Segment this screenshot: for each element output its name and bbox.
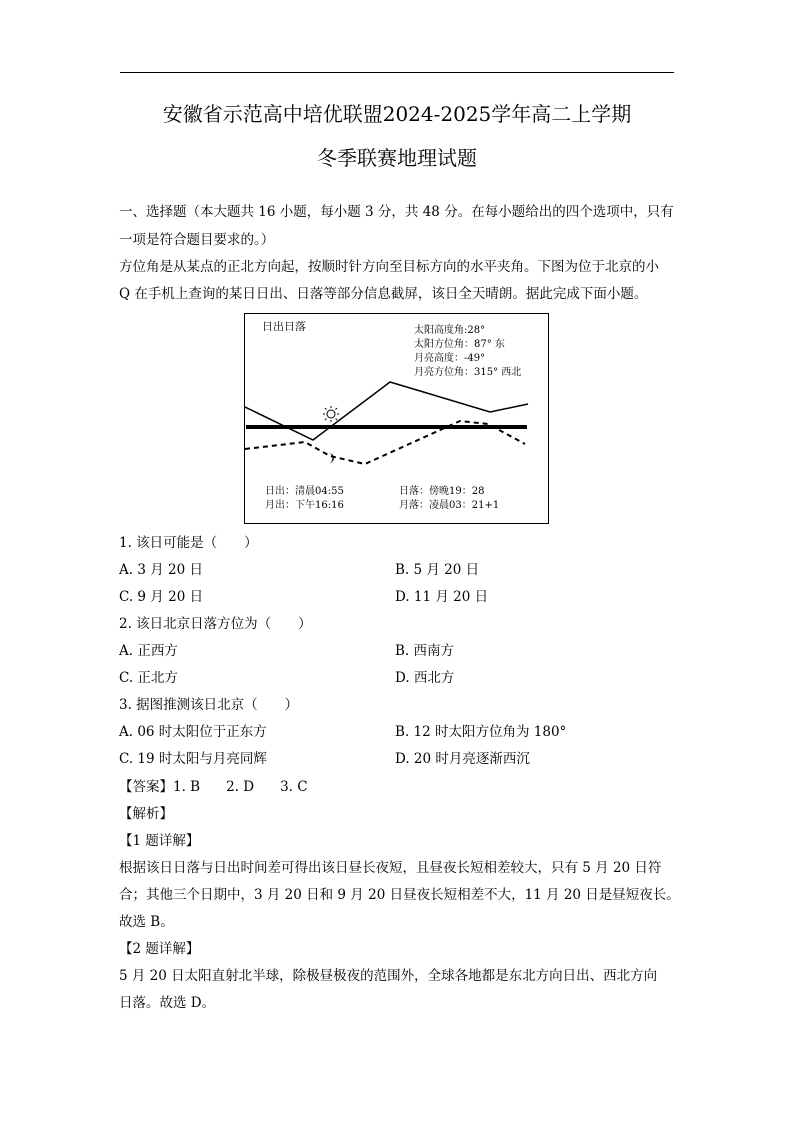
question-2-option-b: B. 西南方 xyxy=(395,643,455,659)
question-stem-intro: 方位角是从某点的正北方向起，按顺时针方向至目标方向的水平夹角。下图为位于北京的小 xyxy=(119,259,659,275)
question-1-option-c: C. 9 月 20 日 xyxy=(119,589,204,605)
sun-icon xyxy=(323,406,339,422)
question-2-option-c: C. 正北方 xyxy=(119,670,178,686)
question-stem-intro-cont: Q 在手机上查询的某日日出、日落等部分信息截屏，该日全天晴朗。据此完成下面小题。 xyxy=(119,286,648,302)
moonrise-time: 月出：下午16:16 xyxy=(265,500,344,511)
q1-detail-line: 故选 B。 xyxy=(119,914,174,930)
answer-row xyxy=(119,778,308,796)
question-3-option-d: D. 20 时月亮逐渐西沉 xyxy=(395,751,530,767)
answer-3: 3. C xyxy=(280,779,308,795)
sun-path-curve xyxy=(245,382,528,440)
page-subtitle: 冬季联赛地理试题 xyxy=(317,146,477,170)
sun-altitude-text: 太阳高度角:28° xyxy=(414,325,486,336)
section-instruction: 一、选择题（本大题共 16 小题，每小题 3 分，共 48 分。在每小题给出的四个选项中，只有 xyxy=(119,204,674,220)
moon-azimuth-text: 月亮方位角：315° 西北 xyxy=(414,367,522,378)
figure-title: 日出日落 xyxy=(262,320,306,333)
question-1-option-d: D. 11 月 20 日 xyxy=(395,589,489,605)
q2-detail-label: 【2 题详解】 xyxy=(119,941,200,957)
sunrise-sunset-figure xyxy=(244,313,549,524)
q2-detail-line: 日落。故选 D。 xyxy=(119,995,216,1011)
moon-icon xyxy=(329,453,334,463)
page-title: 安徽省示范高中培优联盟2024-2025学年高二上学期 xyxy=(162,102,632,126)
question-3-stem: 3. 据图推测该日北京（ ） xyxy=(119,697,299,713)
q1-detail-label: 【1 题详解】 xyxy=(119,833,200,849)
question-3-option-b: B. 12 时太阳方位角为 180° xyxy=(395,724,567,740)
sun-azimuth-text: 太阳方位角：87° 东 xyxy=(414,339,505,350)
question-2-option-d: D. 西北方 xyxy=(395,670,455,686)
answer-label: 【答案】 xyxy=(119,779,173,795)
sunset-time: 日落：傍晚19：28 xyxy=(399,486,485,497)
q1-detail-line: 根据该日日落与日出时间差可得出该日昼长夜短，且昼夜长短相差较大，只有 5 月 20 日符 xyxy=(119,860,662,876)
question-1-option-a: A. 3 月 20 日 xyxy=(119,562,203,578)
answer-2: 2. D xyxy=(226,779,255,795)
sunrise-time: 日出：清晨04:55 xyxy=(265,486,344,497)
question-1-stem: 1. 该日可能是（ ） xyxy=(119,535,258,551)
question-3-option-c: C. 19 时太阳与月亮同辉 xyxy=(119,751,267,767)
question-2-stem: 2. 该日北京日落方位为（ ） xyxy=(119,616,312,632)
moonset-time: 月落：凌晨03：21+1 xyxy=(399,500,500,511)
q2-detail-line: 5 月 20 日太阳直射北半球，除极昼极夜的范围外，全球各地都是东北方向日出、西北方向 xyxy=(119,968,658,984)
header-rule xyxy=(120,72,674,73)
q1-detail-line: 合；其他三个日期中，3 月 20 日和 9 月 20 日昼夜长短相差不大，11 月 20 日是昼短夜长。 xyxy=(119,887,680,903)
question-2-option-a: A. 正西方 xyxy=(119,643,178,659)
question-3-option-a: A. 06 时太阳位于正东方 xyxy=(119,724,267,740)
answer-1: 1. B xyxy=(173,779,201,795)
question-1-option-b: B. 5 月 20 日 xyxy=(395,562,480,578)
analysis-label: 【解析】 xyxy=(119,806,173,822)
moon-altitude-text: 月亮高度：-49° xyxy=(414,353,486,364)
section-instruction-cont: 一项是符合题目要求的。） xyxy=(119,232,275,248)
